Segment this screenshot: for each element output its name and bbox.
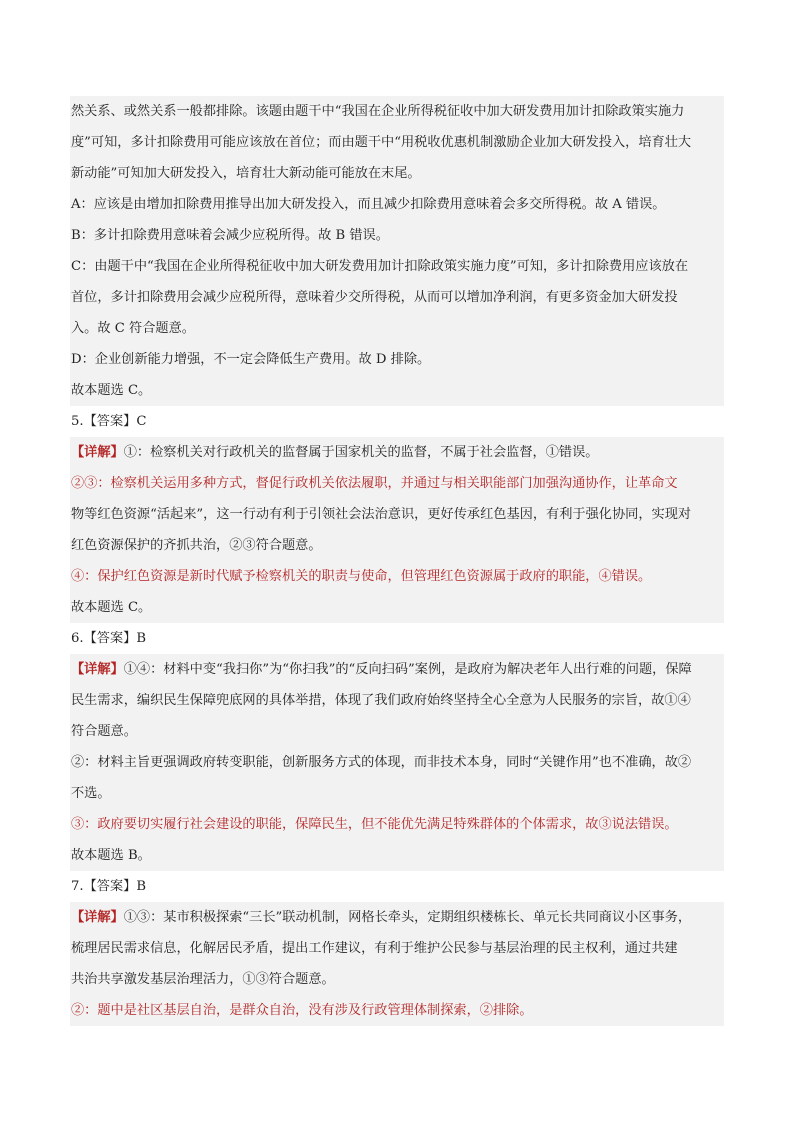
q6-detail-block <box>70 654 724 871</box>
q5-detail-line-4: 红色资源保护的齐抓共治，②③符合题意。 <box>71 538 322 553</box>
q7-detail-line-4: ②：题中是社区基层自治，是群众自治，没有涉及行政管理体制探索，②排除。 <box>71 1003 533 1018</box>
q6-detail-text: ①④：材料中变“我扫你”为“你扫我”的“反向扫码”案例，是政府为解决老年人出行难的问题，保障 <box>123 662 692 677</box>
q7-detail-line-3: 共治共享激发基层治理活力，①③符合题意。 <box>71 972 335 987</box>
q5-detail-text: ①：检察机关对行政机关的监督属于国家机关的监督，不属于社会监督，①错误。 <box>123 445 599 460</box>
q5-detail-line-5: ④：保护红色资源是新时代赋予检察机关的职责与使命，但管理红色资源属于政府的职能，④错误。 <box>71 569 652 584</box>
q7-detail-block <box>70 902 724 1026</box>
q4-line-2: 度”可知，多计扣除费用可能应该放在首位；而由题干中“用税收优惠机制激励企业加大研发投入，培育壮大 <box>71 135 692 150</box>
q6-detail-line-4: ②：材料主旨更强调政府转变职能，创新服务方式的体现，而非技术本身，同时“关键作用”也不准确，故② <box>71 755 692 770</box>
q4-conclusion: 故本题选 C。 <box>71 383 152 398</box>
detail-tag: 【详解】 <box>71 445 124 460</box>
q6-detail-line-3: 符合题意。 <box>71 724 137 739</box>
q4-explanation-block <box>70 96 724 406</box>
q7-answer: 7.【答案】B <box>70 871 724 902</box>
q5-detail-block <box>70 437 724 623</box>
q4-option-d: D：企业创新能力增强，不一定会降低生产费用。故 D 排除。 <box>71 352 431 367</box>
q6-conclusion: 故本题选 B。 <box>71 848 151 863</box>
q5-conclusion: 故本题选 C。 <box>71 600 152 615</box>
detail-tag: 【详解】 <box>71 910 124 925</box>
q4-option-c-3: 入。故 C 符合题意。 <box>71 321 195 336</box>
q5-detail-line-1 <box>70 437 724 468</box>
q4-line-3: 新动能”可知加大研发投入，培育壮大新动能可能放在末尾。 <box>71 166 421 181</box>
q6-detail-line-1 <box>70 654 724 685</box>
detail-tag: 【详解】 <box>71 662 124 677</box>
q4-option-c-1: C：由题干中“我国在企业所得税征收中加大研发费用加计扣除政策实施力度”可知，多计扣除费用应该放在 <box>71 259 689 274</box>
q6-detail-line-2: 民生需求，编织民生保障兜底网的具体举措，体现了我们政府始终坚持全心全意为人民服务的宗旨，故①④ <box>71 693 691 708</box>
q5-answer: 5.【答案】C <box>70 406 724 437</box>
page-content <box>70 96 724 1026</box>
q5-detail-line-3: 物等红色资源“活起来”，这一行动有利于引领社会法治意识，更好传承红色基因，有利于强化协同，实现对 <box>71 507 692 522</box>
q4-option-a: A：应该是由增加扣除费用推导出加大研发投入，而且减少扣除费用意味着会多交所得税。故 A 错误。 <box>71 197 666 212</box>
q4-line-1: 然关系、或然关系一般都排除。该题由题干中“我国在企业所得税征收中加大研发费用加计扣除政策实施力 <box>71 104 685 119</box>
q4-option-b: B：多计扣除费用意味着会减少应税所得。故 B 错误。 <box>71 228 389 243</box>
q6-answer: 6.【答案】B <box>70 623 724 654</box>
q4-option-c-2: 首位，多计扣除费用会减少应税所得，意味着少交所得税，从而可以增加净利润，有更多资金加大研发投 <box>71 290 678 305</box>
q5-detail-line-2: ②③：检察机关运用多种方式，督促行政机关依法履职，并通过与相关职能部门加强沟通协作，让革命文 <box>71 476 678 491</box>
q6-detail-line-6: ③：政府要切实履行社会建设的职能，保障民生，但不能优先满足特殊群体的个体需求，故③说法错误。 <box>71 817 678 832</box>
q7-detail-line-1 <box>70 902 724 933</box>
q7-detail-line-2: 梳理居民需求信息，化解居民矛盾，提出工作建议，有利于维护公民参与基层治理的民主权利，通过共建 <box>71 941 678 956</box>
q6-detail-line-5: 不选。 <box>71 786 111 801</box>
q7-detail-text: ①③：某市积极探索“三长”联动机制，网格长牵头，定期组织楼栋长、单元长共同商议小区事务， <box>123 910 692 925</box>
